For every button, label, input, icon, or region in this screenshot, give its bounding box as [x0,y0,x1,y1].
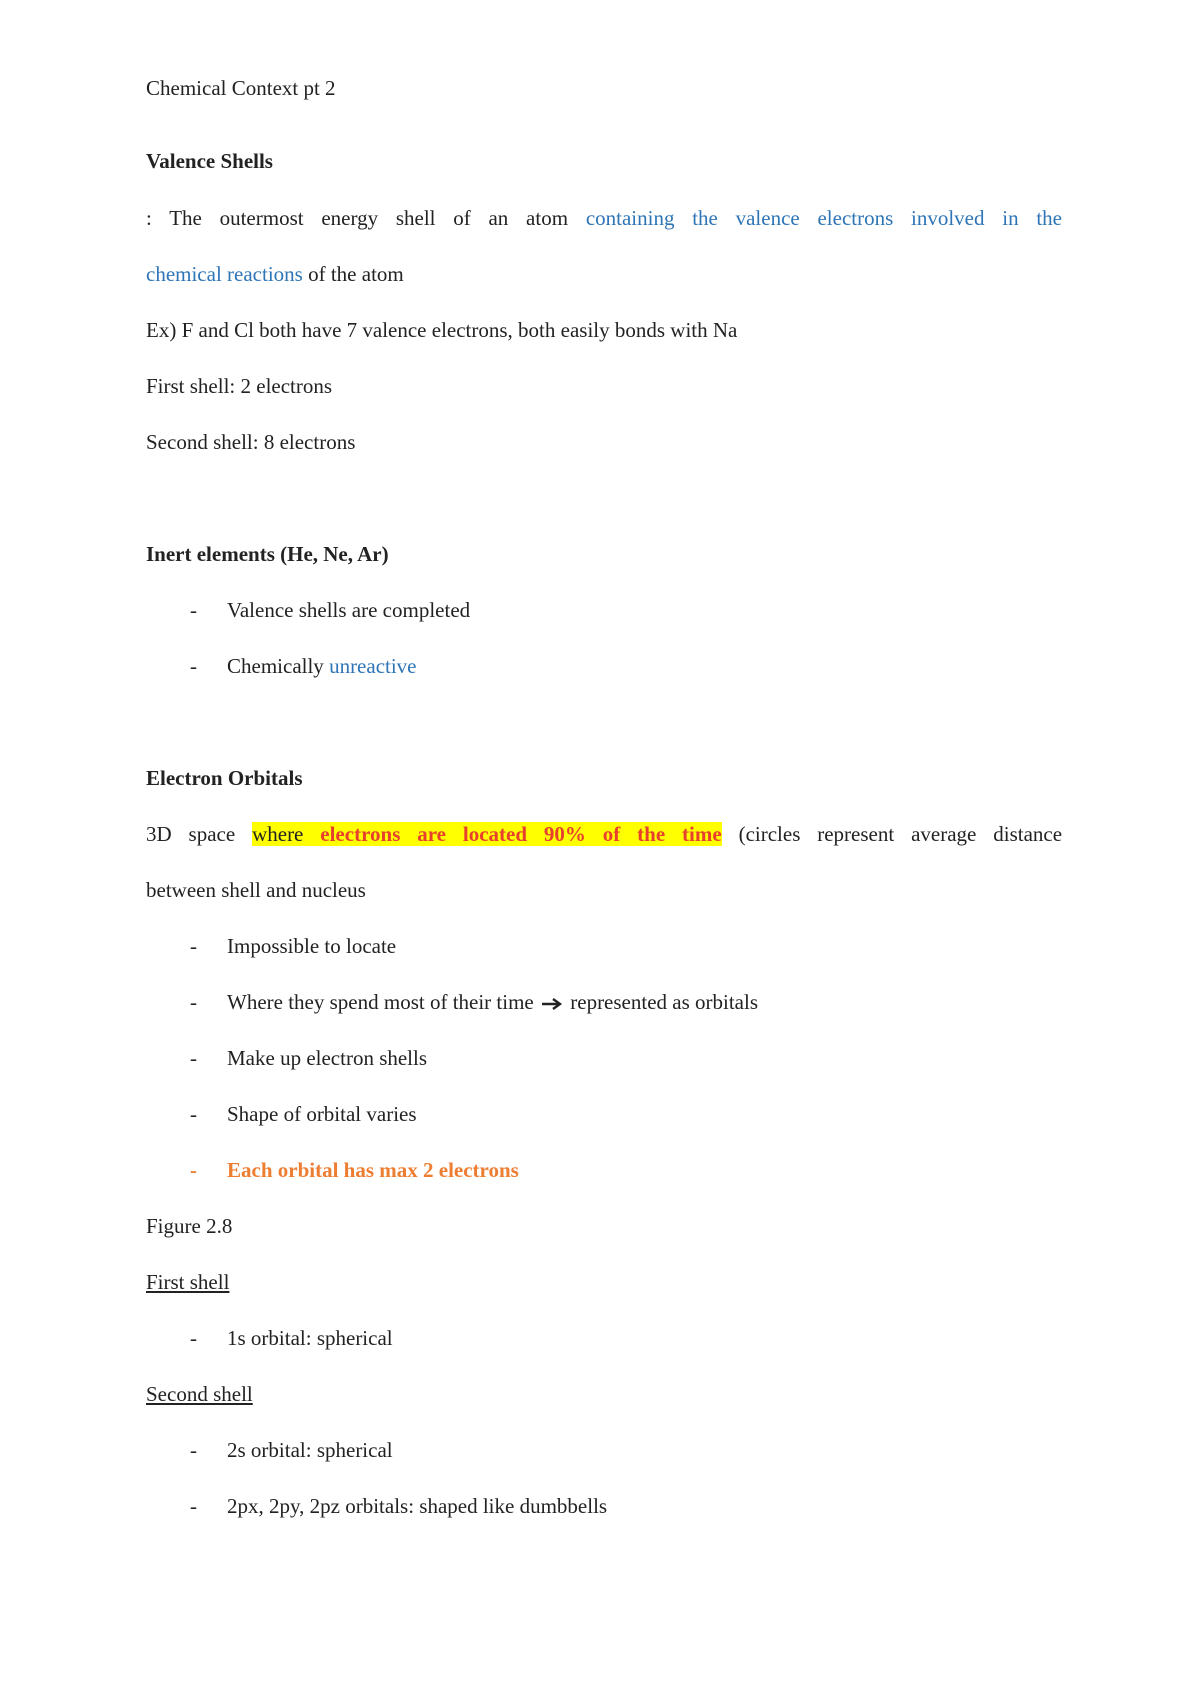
valence-heading: Valence Shells [146,149,273,173]
first-shell-bullet: 1s orbital: spherical [227,1326,393,1350]
valence-second-shell: Second shell: 8 electrons [146,430,356,454]
orbitals-bullet-4-marker: - [190,1102,197,1126]
orbitals-bullet-3-marker: - [190,1046,197,1070]
orbitals-heading: Electron Orbitals [146,766,303,790]
inert-bullet-2-prefix: Chemically [227,654,324,678]
second-shell-heading: Second shell [146,1382,253,1406]
first-shell-bullet-marker: - [190,1326,197,1350]
valence-example: Ex) F and Cl both have 7 valence electrons, both easily bonds with Na [146,318,738,342]
orbitals-intro-hl-red: electrons are located 90% of the time [320,822,722,846]
orbitals-intro-line1 [146,820,1062,848]
orbitals-bullet-2-text: Where they spend most of their time [227,990,534,1014]
orbitals-intro-line2: between shell and nucleus [146,878,366,902]
orbitals-bullet-2-tail: represented as orbitals [570,990,759,1014]
orbitals-bullet-5-marker: - [190,1158,197,1182]
valence-definition-line1 [146,204,1062,232]
second-shell-bullet-2: 2px, 2py, 2pz orbitals: shaped like dumbbells [227,1494,608,1518]
right-arrow-icon [541,997,563,1011]
inert-heading: Inert elements (He, Ne, Ar) [146,542,389,566]
orbitals-bullet-3: Make up electron shells [227,1046,428,1070]
valence-definition-suffix: of the atom [308,262,404,286]
orbitals-intro-prefix: 3D space [146,822,236,846]
orbitals-intro-suffix: (circles represent average distance [738,822,1063,846]
orbitals-bullet-1: Impossible to locate [227,934,397,958]
valence-first-shell: First shell: 2 electrons [146,374,333,398]
valence-definition-highlight-2: chemical reactions [146,262,303,286]
orbitals-intro-hl-where: where [252,822,304,846]
second-shell-bullet-2-marker: - [190,1494,197,1518]
second-shell-bullet-1-marker: - [190,1438,197,1462]
inert-bullet-2-marker: - [190,654,197,678]
valence-definition-line2 [146,260,404,288]
orbitals-bullet-2-marker: - [190,990,197,1014]
inert-bullet-1-marker: - [190,598,197,622]
figure-reference: Figure 2.8 [146,1214,233,1238]
inert-bullet-2 [227,652,417,680]
orbitals-intro-highlight [252,822,722,846]
second-shell-bullet-1: 2s orbital: spherical [227,1438,393,1462]
orbitals-bullet-1-marker: - [190,934,197,958]
inert-bullet-2-highlight: unreactive [329,654,417,678]
orbitals-bullet-2 [227,988,758,1016]
valence-definition-prefix: : The outermost energy shell of an atom [146,206,569,230]
document-title: Chemical Context pt 2 [146,76,336,100]
inert-bullet-1: Valence shells are completed [227,598,471,622]
orbitals-bullet-5: Each orbital has max 2 electrons [227,1158,519,1182]
orbitals-bullet-4: Shape of orbital varies [227,1102,417,1126]
valence-definition-highlight-1: containing the valence electrons involved in the [585,206,1062,230]
first-shell-heading: First shell [146,1270,230,1294]
